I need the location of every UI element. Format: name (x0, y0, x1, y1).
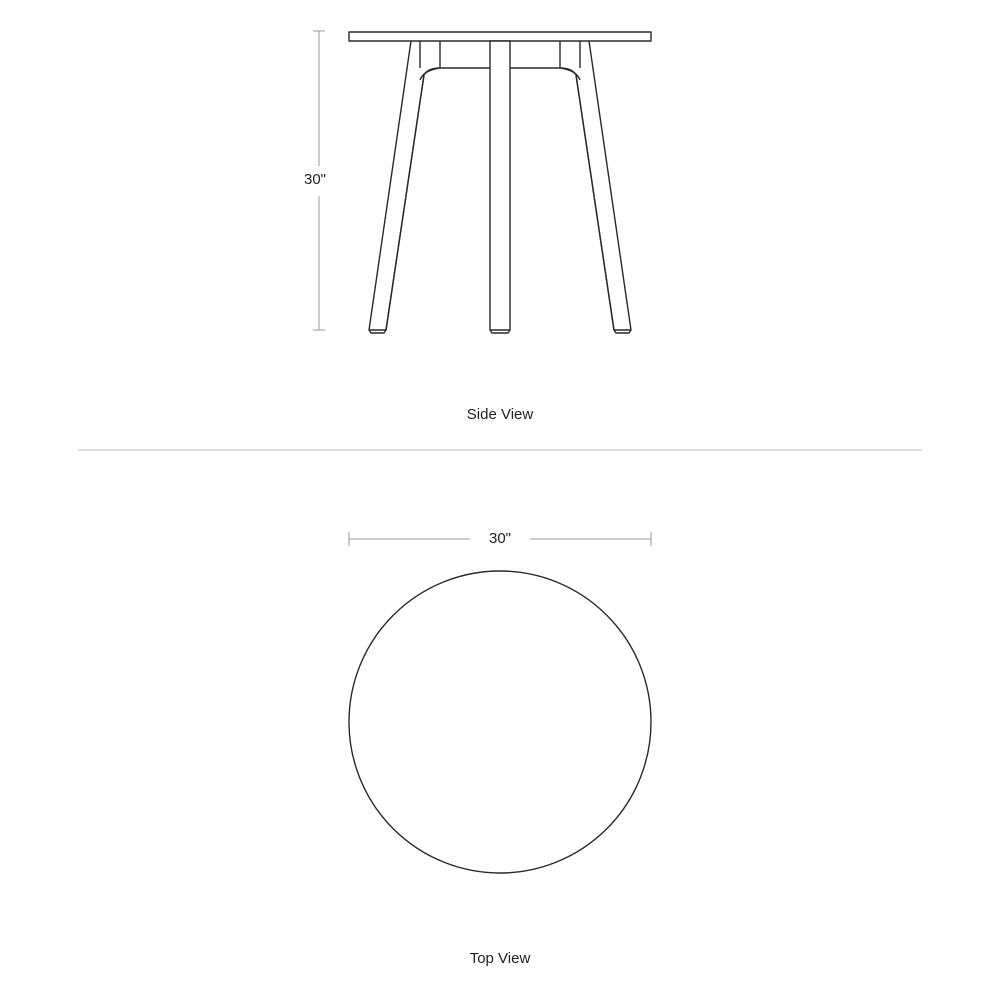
top-view-caption: Top View (469, 950, 531, 967)
side-view-caption: Side View (466, 406, 534, 423)
table-top-circle (349, 571, 651, 873)
table-leg-right (560, 41, 631, 330)
table-top-side (349, 32, 651, 41)
table-leg-center (490, 41, 510, 330)
top-view-drawing (349, 532, 651, 873)
side-view-drawing (313, 31, 651, 333)
width-dimension-label: 30" (470, 530, 530, 548)
table-leg-left (369, 41, 440, 330)
height-dimension-label: 30" (304, 171, 327, 188)
